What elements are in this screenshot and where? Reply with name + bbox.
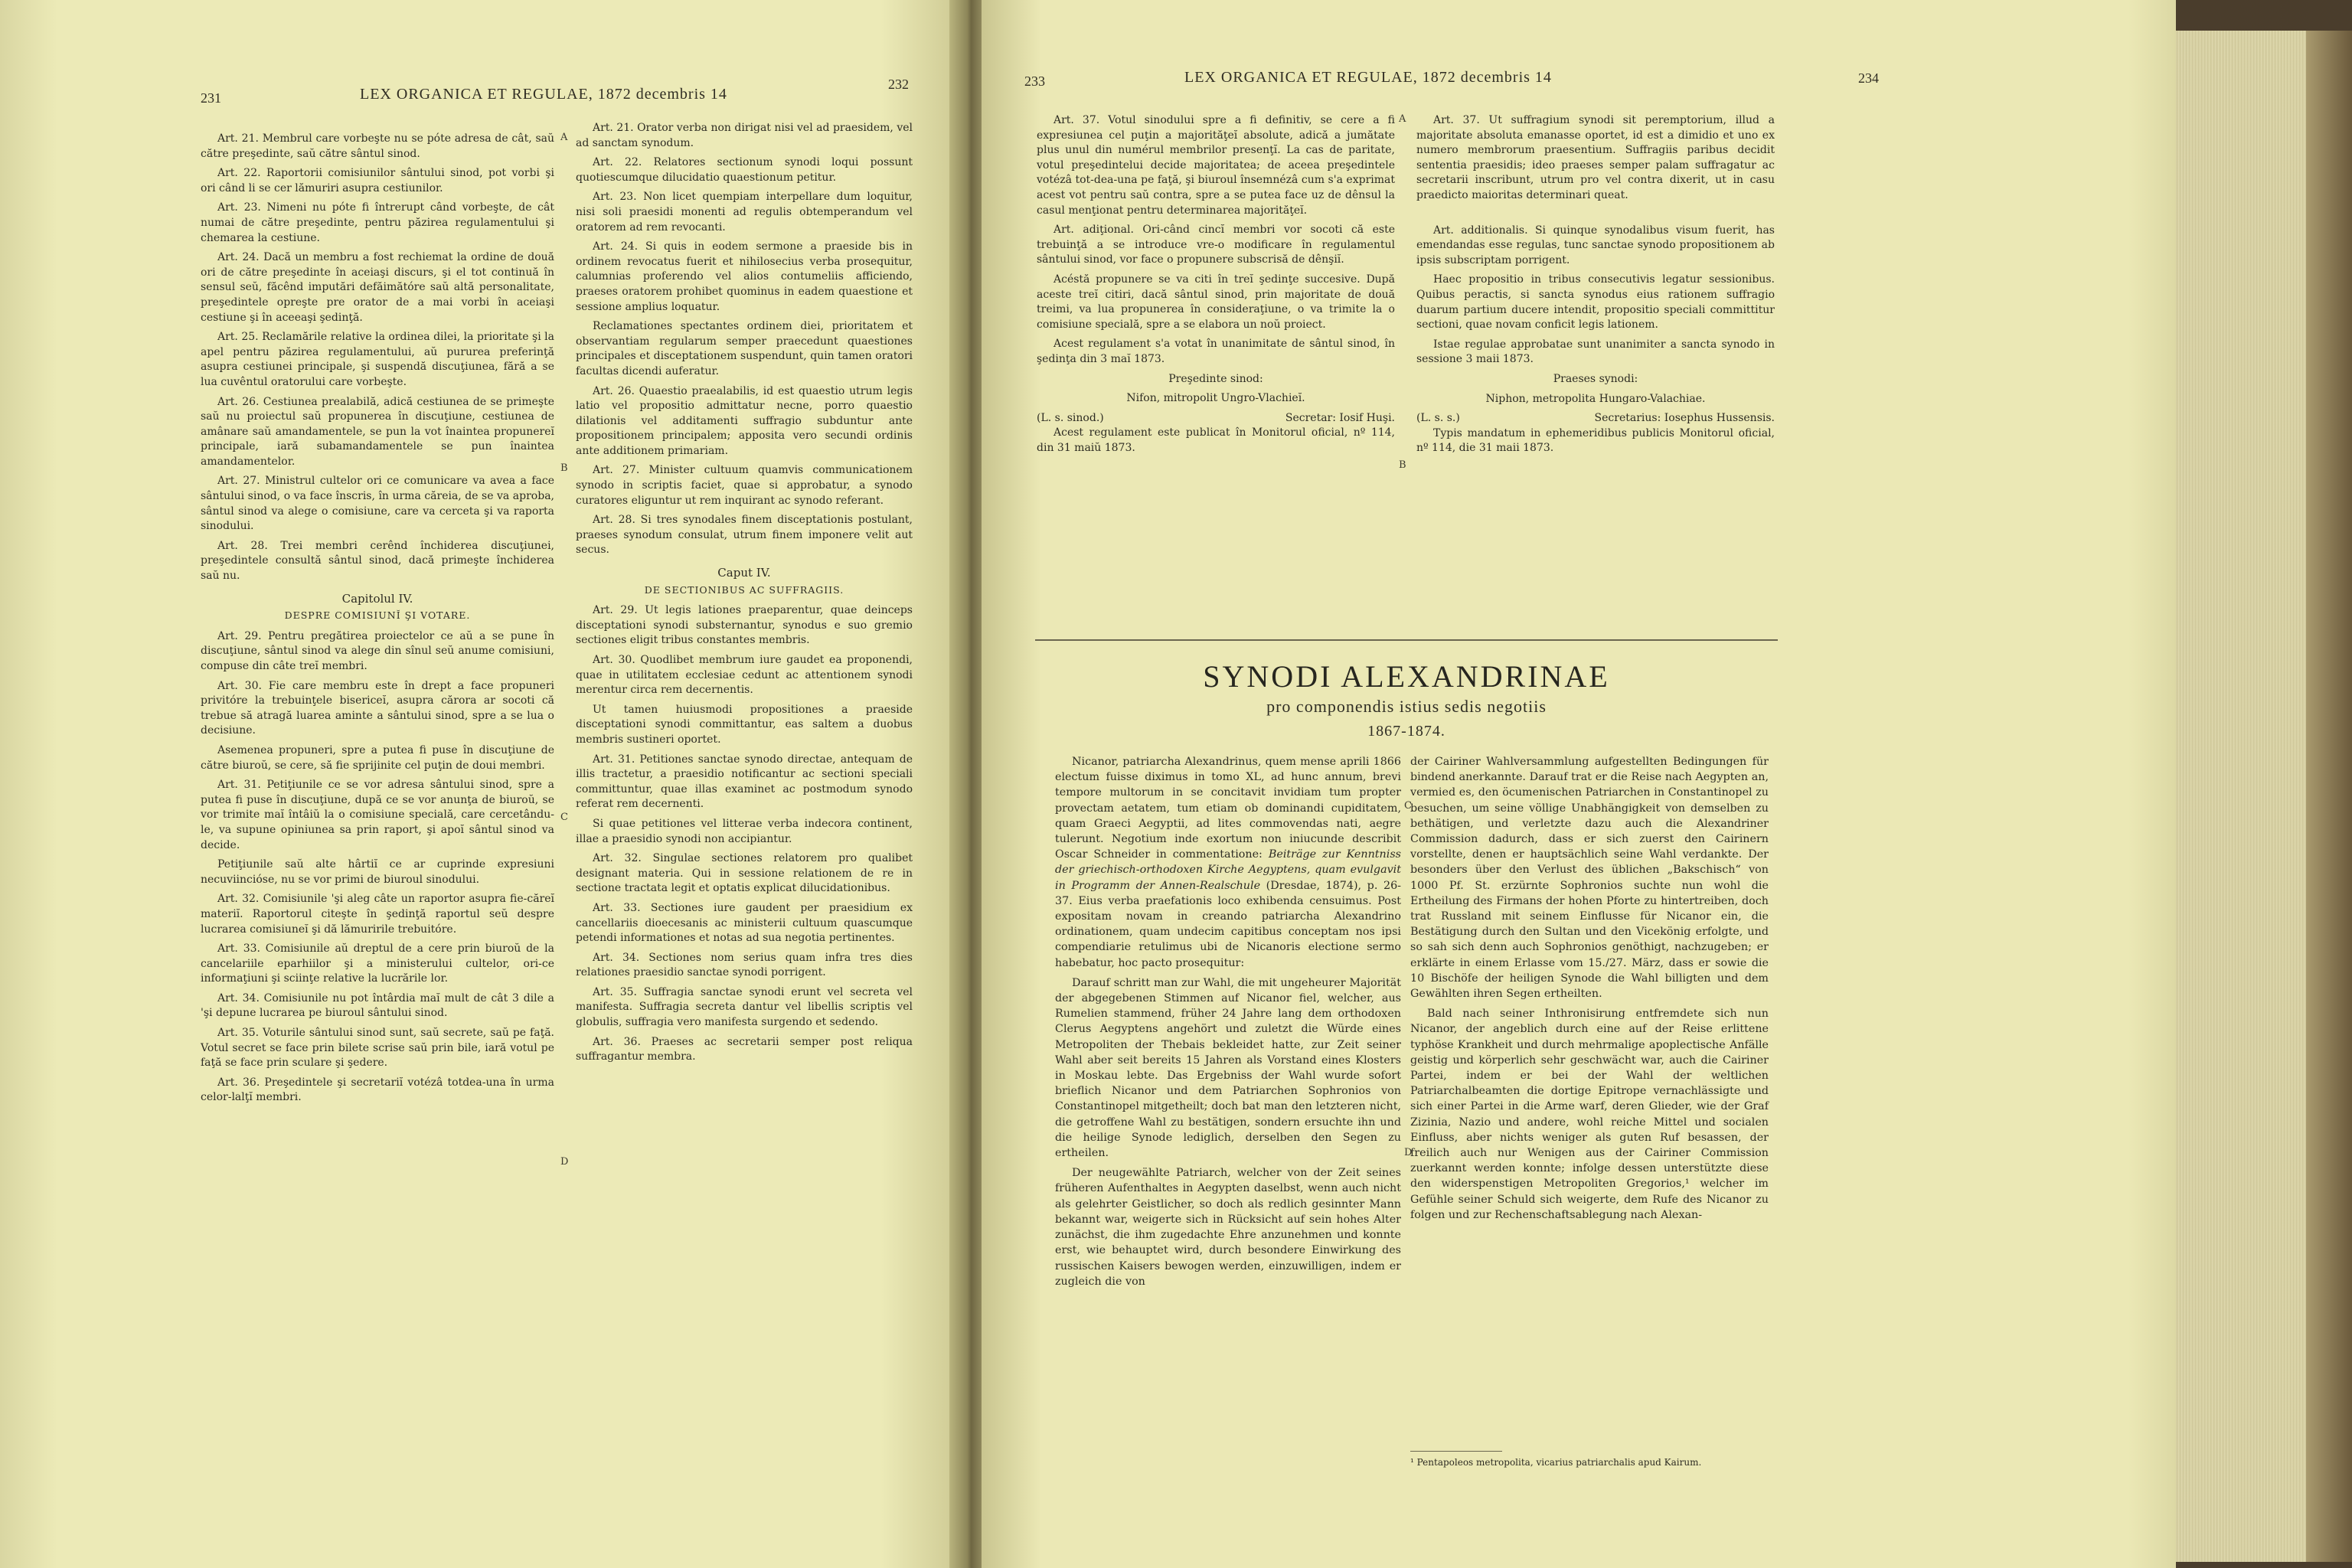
paragraph: Art. 33. Comisiunile aŭ dreptul de a cere prin biuroŭ de la cancelariile eparhiilor şi a ministerului cultelor, ori-ce informaţiuni şi sciinţe relative la lucrările lor. xyxy=(201,942,554,985)
section-subtitle: pro componendis istius sedis negotiis xyxy=(1266,697,1547,716)
paragraph: Art. 26. Cestiunea prealabilă, adică cestiunea de se primeşte saŭ nu proiectul saŭ propunerea în discuţiune, cestiunea de amânare saŭ amandamentele, se pun la vot înaintea propunereĭ principale, iară subamandamentele se pun înaintea amandamentelor. xyxy=(201,395,554,468)
seal-label: (L. s. s.) xyxy=(1416,412,1460,425)
paragraph: Art. 33. Sectiones iure gaudent per praesidium ex cancellariis dioecesanis ac ministerii cultuum quascumque petendi informationes et notas ad sua negotia pertinentes. xyxy=(576,901,913,945)
paragraph: Art. 29. Pentru pregătirea proiectelor ce aŭ a se pune în discuţiune, sântul sinod va alege din sînul seŭ anume comisiuni, compuse din câte treĭ membri. xyxy=(201,629,554,672)
paragraph: Acest regulament s'a votat în unanimitate de sântul sinod, în şedinţa din 3 maĭ 1873. xyxy=(1037,338,1395,365)
publication-note: Typis mandatum in ephemeridibus publicis Monitorul oficial, nº 114, die 31 maii 1873. xyxy=(1416,426,1775,455)
page-number-232: 232 xyxy=(888,77,909,92)
paragraph: der Cairiner Wahlversammlung aufgestellten Bedingungen für bindend anerkannte. Darauf trat er die Reise nach Aegypten an, vermied es, den öcumenischen Patriarchen in Constantinopel zu besuchen, um seine völlige Unabhängigkeit von demselben zu bethätigen, und verletzte dazu auch die Alexandriner Commission dadurch, dass er sich zuerst den Cairinern vorstellte, denen er hauptsächlich seine Wahl verdankte. Der besonders über den Verlust des üblichen „Bakschisch“ von 1000 Pf. St. erzürnte Sophronios suchte nun wohl die Ertheilung des Firmans der hohen Pforte zu hintertreiben, doch trat Russland mit seinem Einflusse für Nicanor ein, die Bestätigung durch den Sultan und den Vicekönig erfolgte, und so sah sich denn auch Sophronios genöthigt, nachzugeben; er erklärte in einem Erlasse vom 15./27. März, dass er sowie die 10 Bischöfe der heiligen Synode die Wahl billigten und dem Gewählten ihren Segen ertheilten. xyxy=(1410,756,1769,1001)
paragraph: Art. 28. Si tres synodales finem disceptationis postulant, praeses synodum consulat, utrum finem imponere velit aut secus. xyxy=(576,514,913,557)
running-header-left: LEX ORGANICA ET REGULAE, 1872 decembris 14 xyxy=(360,86,727,103)
paragraph: Art. 22. Raportorii comisiunilor sântului sinod, pot vorbi şi ori când li se cer lămuriri asupra cestiunilor. xyxy=(201,167,554,194)
signature-title: Preşedinte sinod: xyxy=(1168,372,1263,385)
footnote: ¹ Pentapoleos metropolita, vicarius patriarchalis apud Kairum. xyxy=(1410,1457,1702,1468)
paragraph-text: (Dresdae, 1874), p. 26-37. Eius verba praefationis loco exhibenda censuimus. Post expositam novam in creando patriarcha Alexandrino ordinationem, quam undecim capitibus conceptam nos ipsi compendiarie retulimus ubi de Nicanoris electione sermo habebatur, hoc pacto prosequitur: xyxy=(1055,879,1401,969)
paragraph: Bald nach seiner Inthronisirung entfremdete sich nun Nicanor, der angeblich durch eine auf der Reise erlittene typhöse Krankheit und durch mehrmalige apoplectische Anfälle geistig und körperlich sehr geschwächt war, auch die Cairiner Partei, indem er bei der Wahl der weltlichen Patriarchalbeamten die dortige Epitrope vernachlässigte und sich einer Partei in die Arme warf, deren Glieder, wie der Graf Zizinia, Nazio und andere, wohl reiche Mittel und socialen Einfluss, aber nichts weniger als guten Ruf besassen, der freilich auch nur Wenigen aus der Cairiner Commission zuerkannt werden konnte; infolge dessen unterstützte diese den widerspenstigen Metropoliten Gregorios,¹ welcher im Gefühle seiner Schuld sich weigerte, dem Rufe des Nicanor zu folgen und zur Rechenschaftsablegung nach Alexan- xyxy=(1410,1008,1769,1221)
publication-note: Acest regulament este publicat în Monitorul oficial, nº 114, din 31 maiŭ 1873. xyxy=(1037,426,1395,454)
paragraph: Art. 21. Orator verba non dirigat nisi vel ad praesidem, vel ad sanctam synodum. xyxy=(576,122,913,149)
paragraph: Art. 23. Non licet quempiam interpellare dum loquitur, nisi soli praesidi monenti ad regulis obtemperandum vel oratorem ad rem revocanti. xyxy=(576,191,913,234)
paragraph: Art. 34. Comisiunile nu pot întârdia maĭ mult de cât 3 dile a 'şi depune lucrarea pe biuroul sântului sinod. xyxy=(201,991,554,1020)
paragraph-text: Nicanor, patriarcha Alexandrinus, quem mense aprili 1866 electum fuisse diximus in tomo XL, ad hunc annum, brevi tempore multorum in se concitavit invidiam tum propter provectam aetatem, tum etiam ob dominandi cupiditatem, quam Graeci Aegyptii, ad lites commovendas nati, aegre tulerunt. Negotium inde exortum non iniucunde describit Oscar Schneider in commentatione: xyxy=(1055,756,1401,861)
paragraph: Art. 25. Reclamările relative la ordinea dilei, la prioritate şi la apel pentru păzirea regulamentului, aŭ pururea preferinţă asupra cestiunei principale, şi suspendă discuţiunea, fără a se lua cuvêntul oratorului care vorbeşte. xyxy=(201,331,554,388)
secretary-label: Secretarius: Iosephus Hussensis. xyxy=(1594,412,1775,425)
paragraph: Art. 37. Votul sinodului spre a fi definitiv, se cere a fi expresiunea cel puţin a majorităţeĭ absolute, adică a jumătate plus unul din numérul membrilor presenţĭ. La cas de paritate, votul preşedintelui decide majoritatea; de aceea preşedintele votézâ tot-dea-una pe faţă, şi biuroul însemnézâ cum s'a exprimat acest vot pentru saŭ contra, spre a se putea face uz de dênsul la casul menţionat pentru determinarea majorităţeĭ. xyxy=(1037,114,1395,217)
left-page-romanian-column xyxy=(201,132,554,1110)
paragraph: Petiţiunile saŭ alte hârtiĭ ce ar cuprinde expresiuni necuviincióse, nu se vor primi de biuroul sinodului. xyxy=(201,858,554,886)
paragraph: Haec propositio in tribus consecutivis legatur sessionibus. Quibus peractis, si sancta synodus eius rationem suffragio duarum partium ducere intendit, propositio speciali committitur sectioni, quae novam conficit legis lationem. xyxy=(1416,273,1775,332)
section-marker-c: C xyxy=(560,812,568,823)
paragraph: Si quae petitiones vel litterae verba indecora continent, illae a praesidio synodi non accipiantur. xyxy=(576,817,913,845)
paragraph: Art. 22. Relatores sectionum synodi loqui possunt quotiescumque dilucidatio quaestionum petitur. xyxy=(576,156,913,184)
paragraph: Art. 32. Comisiunile 'şi aleg câte un raportor asupra fie-căreĭ materiĭ. Raportorul citeşte în şedinţă raportul seŭ despre lucrarea comisiuneĭ şi dă lămuririle trebuitóre. xyxy=(201,893,554,936)
paragraph: Asemenea propuneri, spre a putea fi puse în discuţiune de către biuroŭ, se cere, să fie sprijinite cel puţin de doui membri. xyxy=(201,743,554,772)
chapter-heading: Caput IV. xyxy=(717,566,771,580)
paragraph: Istae regulae approbatae sunt unanimiter a sancta synodo in sessione 3 maii 1873. xyxy=(1416,338,1775,366)
paragraph: Art. 24. Dacă un membru a fost rechiemat la ordine de două ori de către preşedinte în aceiaşi discurs, şi el tot continuă în sensul seŭ, făcênd imputări defăimătóre saŭ altă personalitate, preşedintele opreşte pre orator de a mai vorbi în aceiaşi cestiune şi în aceeaşi şedinţă. xyxy=(201,251,554,324)
signature-row xyxy=(1416,411,1775,426)
section-years: 1867-1874. xyxy=(1367,723,1446,740)
section-marker-b: B xyxy=(560,462,568,474)
chapter-heading: Capitolul IV. xyxy=(341,591,413,606)
section-marker-d: D xyxy=(1404,1147,1413,1158)
right-page-romanian-column xyxy=(1037,113,1395,460)
paragraph: Art. 36. Praeses ac secretarii semper post reliqua suffragantur membra. xyxy=(576,1035,913,1063)
right-page-latin-column xyxy=(1416,113,1775,461)
paragraph: Art. 30. Quodlibet membrum iure gaudet ea proponendi, quae in utilitatem ecclesiae cedunt ac attentionem synodi merentur circa rem decernentis. xyxy=(576,654,913,697)
paragraph: Art. 31. Petitiones sanctae synodo directae, antequam de illis tractetur, a praesidio notificantur ac sectioni speciali committuntur, quae illas examinet ac postmodum synodo referat rem decernenti. xyxy=(576,753,913,811)
page-number-234: 234 xyxy=(1858,70,1879,86)
section-title: SYNODI ALEXANDRINAE xyxy=(1203,659,1610,694)
page-edges xyxy=(2176,31,2352,1562)
paragraph: Art. 24. Si quis in eodem sermone a praeside bis in ordinem revocatus fuerit et nihilosecius verba prosequitur, calumnias proferendo vel alios contumeliis afficiendo, praeses oratorem prohibet quominus in eadem quaestione et sessione amplius loquatur. xyxy=(576,240,913,313)
left-page-latin-column xyxy=(576,121,913,1070)
page-number-233: 233 xyxy=(1024,74,1045,89)
paragraph: Der neugewählte Patriarch, welcher von der Zeit seines früheren Aufenthaltes in Aegypten daselbst, wenn auch nicht als gelehrter Geistlicher, so doch als redlich gesinnter Mann bekannt war, weigerte sich in Rücksicht auf sein hohes Alter zunächst, die ihm zugedachte Ehre anzunehmen und konnte erst, wie behauptet wird, durch besondere Einwirkung des russischen Kaisers bewogen werden, einzuwilligen, indem er zugleich die von xyxy=(1055,1167,1401,1288)
paragraph: Art. 30. Fie care membru este în drept a face propuneri privitóre la trebuinţele bisericeĭ, asupra cărora ar socoti că trebue să atragă luarea aminte a sântului sinod, spre a se lua o decisiune. xyxy=(201,679,554,737)
paragraph: Art. 32. Singulae sectiones relatorem pro qualibet designant materia. Qui in sessione relationem de re in sectione tractata legit et optatis explicat dilucidationibus. xyxy=(576,852,913,895)
paragraph: Art. additionalis. Si quinque synodalibus visum fuerit, has emendandas esse regulas, tunc sanctae synodo propositionem ab ipsis subscriptam porrigent. xyxy=(1416,224,1775,266)
paragraph: Art. 35. Suffragia sanctae synodi erunt vel secreta vel manifesta. Suffragia secreta dantur vel libellis scriptis vel globulis, suffragia vero manifesta surgendo et sedendo. xyxy=(576,985,913,1029)
signature-name: Nifon, mitropolit Ungro-Vlachieĭ. xyxy=(1126,392,1305,405)
chapter-subheading: DESPRE COMISIUNĬ ŞI VOTARE. xyxy=(284,609,471,622)
signature-title: Praeses synodi: xyxy=(1553,372,1638,385)
paragraph: Art. 23. Nimeni nu póte fi întrerupt când vorbeşte, de cât numai de către preşedinte, pentru păzirea regulamentului şi chemarea la cestiune. xyxy=(201,201,554,244)
paragraph: Art. 21. Membrul care vorbeşte nu se póte adresa de cât, saŭ către preşedinte, saŭ către sântul sinod. xyxy=(201,132,554,160)
paragraph: Reclamationes spectantes ordinem diei, prioritatem et observantiam regularum semper praecedunt quaestiones principales et disceptationem suspendunt, quin tamen oratori facultas dicendi auferatur. xyxy=(576,320,913,377)
right-page-lower-right-column xyxy=(1410,754,1769,1227)
running-header-right: LEX ORGANICA ET REGULAE, 1872 decembris 14 xyxy=(1184,69,1552,86)
paragraph: Art. 27. Ministrul cultelor ori ce comunicare va avea a face sântului sinod, o va face înscris, în urma căreia, de se va aproba, sântul sinod va alege o comisiune, care va cerceta şi va raporta sinodului. xyxy=(201,475,554,533)
section-marker-c: C xyxy=(1404,800,1412,812)
cited-work-title: Beiträge zur Kenntniss der griechisch-orthodoxen Kirche Aegyptens, quam evulgavit in Programm der Annen-Realschule xyxy=(1055,848,1401,892)
section-marker-a: A xyxy=(560,132,568,143)
paragraph: Acéstă propunere se va citi în treĭ şedinţe succesive. După aceste treĭ citiri, dacă sântul sinod, prin majoritate de două treimi, va lua propunerea în consideraţiune, o va trimite la o comisiune specială, spre a se elabora un noŭ proiect. xyxy=(1037,273,1395,331)
paragraph: Darauf schritt man zur Wahl, die mit ungeheurer Majorität der abgegebenen Stimmen auf Nicanor fiel, welcher, aus Rumelien stammend, früher 24 Jahre lang dem orthodoxen Clerus Aegyptens angehört und zuletzt die Würde eines Metropoliten der Thebais bekleidet hatte, zur Zeit seiner Wahl aber seit bereits 15 Jahren als Vorstand eines Klosters in Moskau lebte. Das Ergebniss der Wahl wurde sofort brieflich Nicanor und dem Patriarchen Sophronios von Constantinopel mitgetheilt; doch bat man den letzteren nicht, die getroffene Wahl zu bestätigen, sondern ersuchte ihn und die heilige Synode lediglich, derselben den Segen zu ertheilen. xyxy=(1055,976,1401,1160)
section-divider xyxy=(1035,639,1778,641)
page-number-231: 231 xyxy=(201,90,221,106)
paragraph: Art. 37. Ut suffragium synodi sit peremptorium, illud a majoritate absoluta emanasse oportet, id est a dimidio et uno ex numero membrorum praesentium. Suffragiis paribus decidit sententia praesidis; ideo praeses semper palam suffragatur ac secretarii inscribunt, utrum pro vel contra dixerit, ut in casu praedicto maioritas determinari queat. xyxy=(1416,114,1775,201)
chapter-subheading: DE SECTIONIBUS AC SUFFRAGIIS. xyxy=(644,583,844,596)
section-marker-d: D xyxy=(560,1156,569,1168)
paragraph: Art. 36. Preşedintele şi secretariĭ votézâ totdea-una în urma celor-lalţĭ membri. xyxy=(201,1076,554,1104)
right-page xyxy=(982,0,2176,1568)
signature-row xyxy=(1037,411,1395,426)
seal-label: (L. s. sinod.) xyxy=(1037,411,1104,424)
left-page xyxy=(0,0,957,1568)
section-marker-a: A xyxy=(1399,113,1406,125)
paragraph: Art. 35. Voturile sântului sinod sunt, saŭ secrete, saŭ pe faţă. Votul secret se face prin bilete scrise saŭ prin bile, iară votul pe faţă se face prin sculare şi şedere. xyxy=(201,1027,554,1070)
paragraph xyxy=(1055,754,1401,971)
paragraph: Art. 31. Petiţiunile ce se vor adresa sântului sinod, spre a putea fi puse în discuţiune, după ce se vor anunţa de biuroŭ, se vor trimite maĭ întâiŭ la o comisiune specială, care cercetându-le, va supune opiniunea sa prin raport, şi apoĭ sântul sinod va decide. xyxy=(201,779,554,851)
paragraph: Art. 34. Sectiones nom serius quam infra tres dies relationes praesidio sanctae synodi porrigent. xyxy=(576,951,913,979)
paragraph: Ut tamen huiusmodi propositiones a praeside disceptationi synodi committantur, eas saltem a duobus membris sustineri oportet. xyxy=(576,703,913,746)
paragraph: Art. adiţional. Ori-când cincĭ membri vor socoti că este trebuinţă a se introduce vre-o modificare în regulamentul sântului sinod, vor face o propunere subscrisă de dênşiĭ. xyxy=(1037,224,1395,266)
right-page-lower-left-column xyxy=(1055,754,1401,1294)
paragraph: Art. 29. Ut legis lationes praeparentur, quae deinceps disceptationi synodi substernantur, synodus e suo gremio sectiones eligit tribus constantes membris. xyxy=(576,604,913,647)
signature-name: Niphon, metropolita Hungaro-Valachiae. xyxy=(1485,392,1706,405)
footnote-rule xyxy=(1410,1451,1502,1452)
paragraph: Art. 28. Trei membri cerênd închiderea discuţiunei, preşedintele consultă sântul sinod, dacă primeşte închiderea saŭ nu. xyxy=(201,539,554,583)
paragraph: Art. 26. Quaestio praealabilis, id est quaestio utrum legis latio vel propositio admittatur necne, porro quaestio dilationis vel additamenti suffragio subduntur ante propositionem principalem; apposita vero secundi ordinis ante additionem primariam. xyxy=(576,384,913,457)
paragraph: Art. 27. Minister cultuum quamvis communicationem synodo in scriptis faciet, quae si approbatur, a synodo curatores eliguntur ut rem inquirant ac synodo referant. xyxy=(576,464,913,507)
section-marker-b: B xyxy=(1399,459,1406,471)
secretary-label: Secretar: Iosif Huşi. xyxy=(1285,411,1395,424)
